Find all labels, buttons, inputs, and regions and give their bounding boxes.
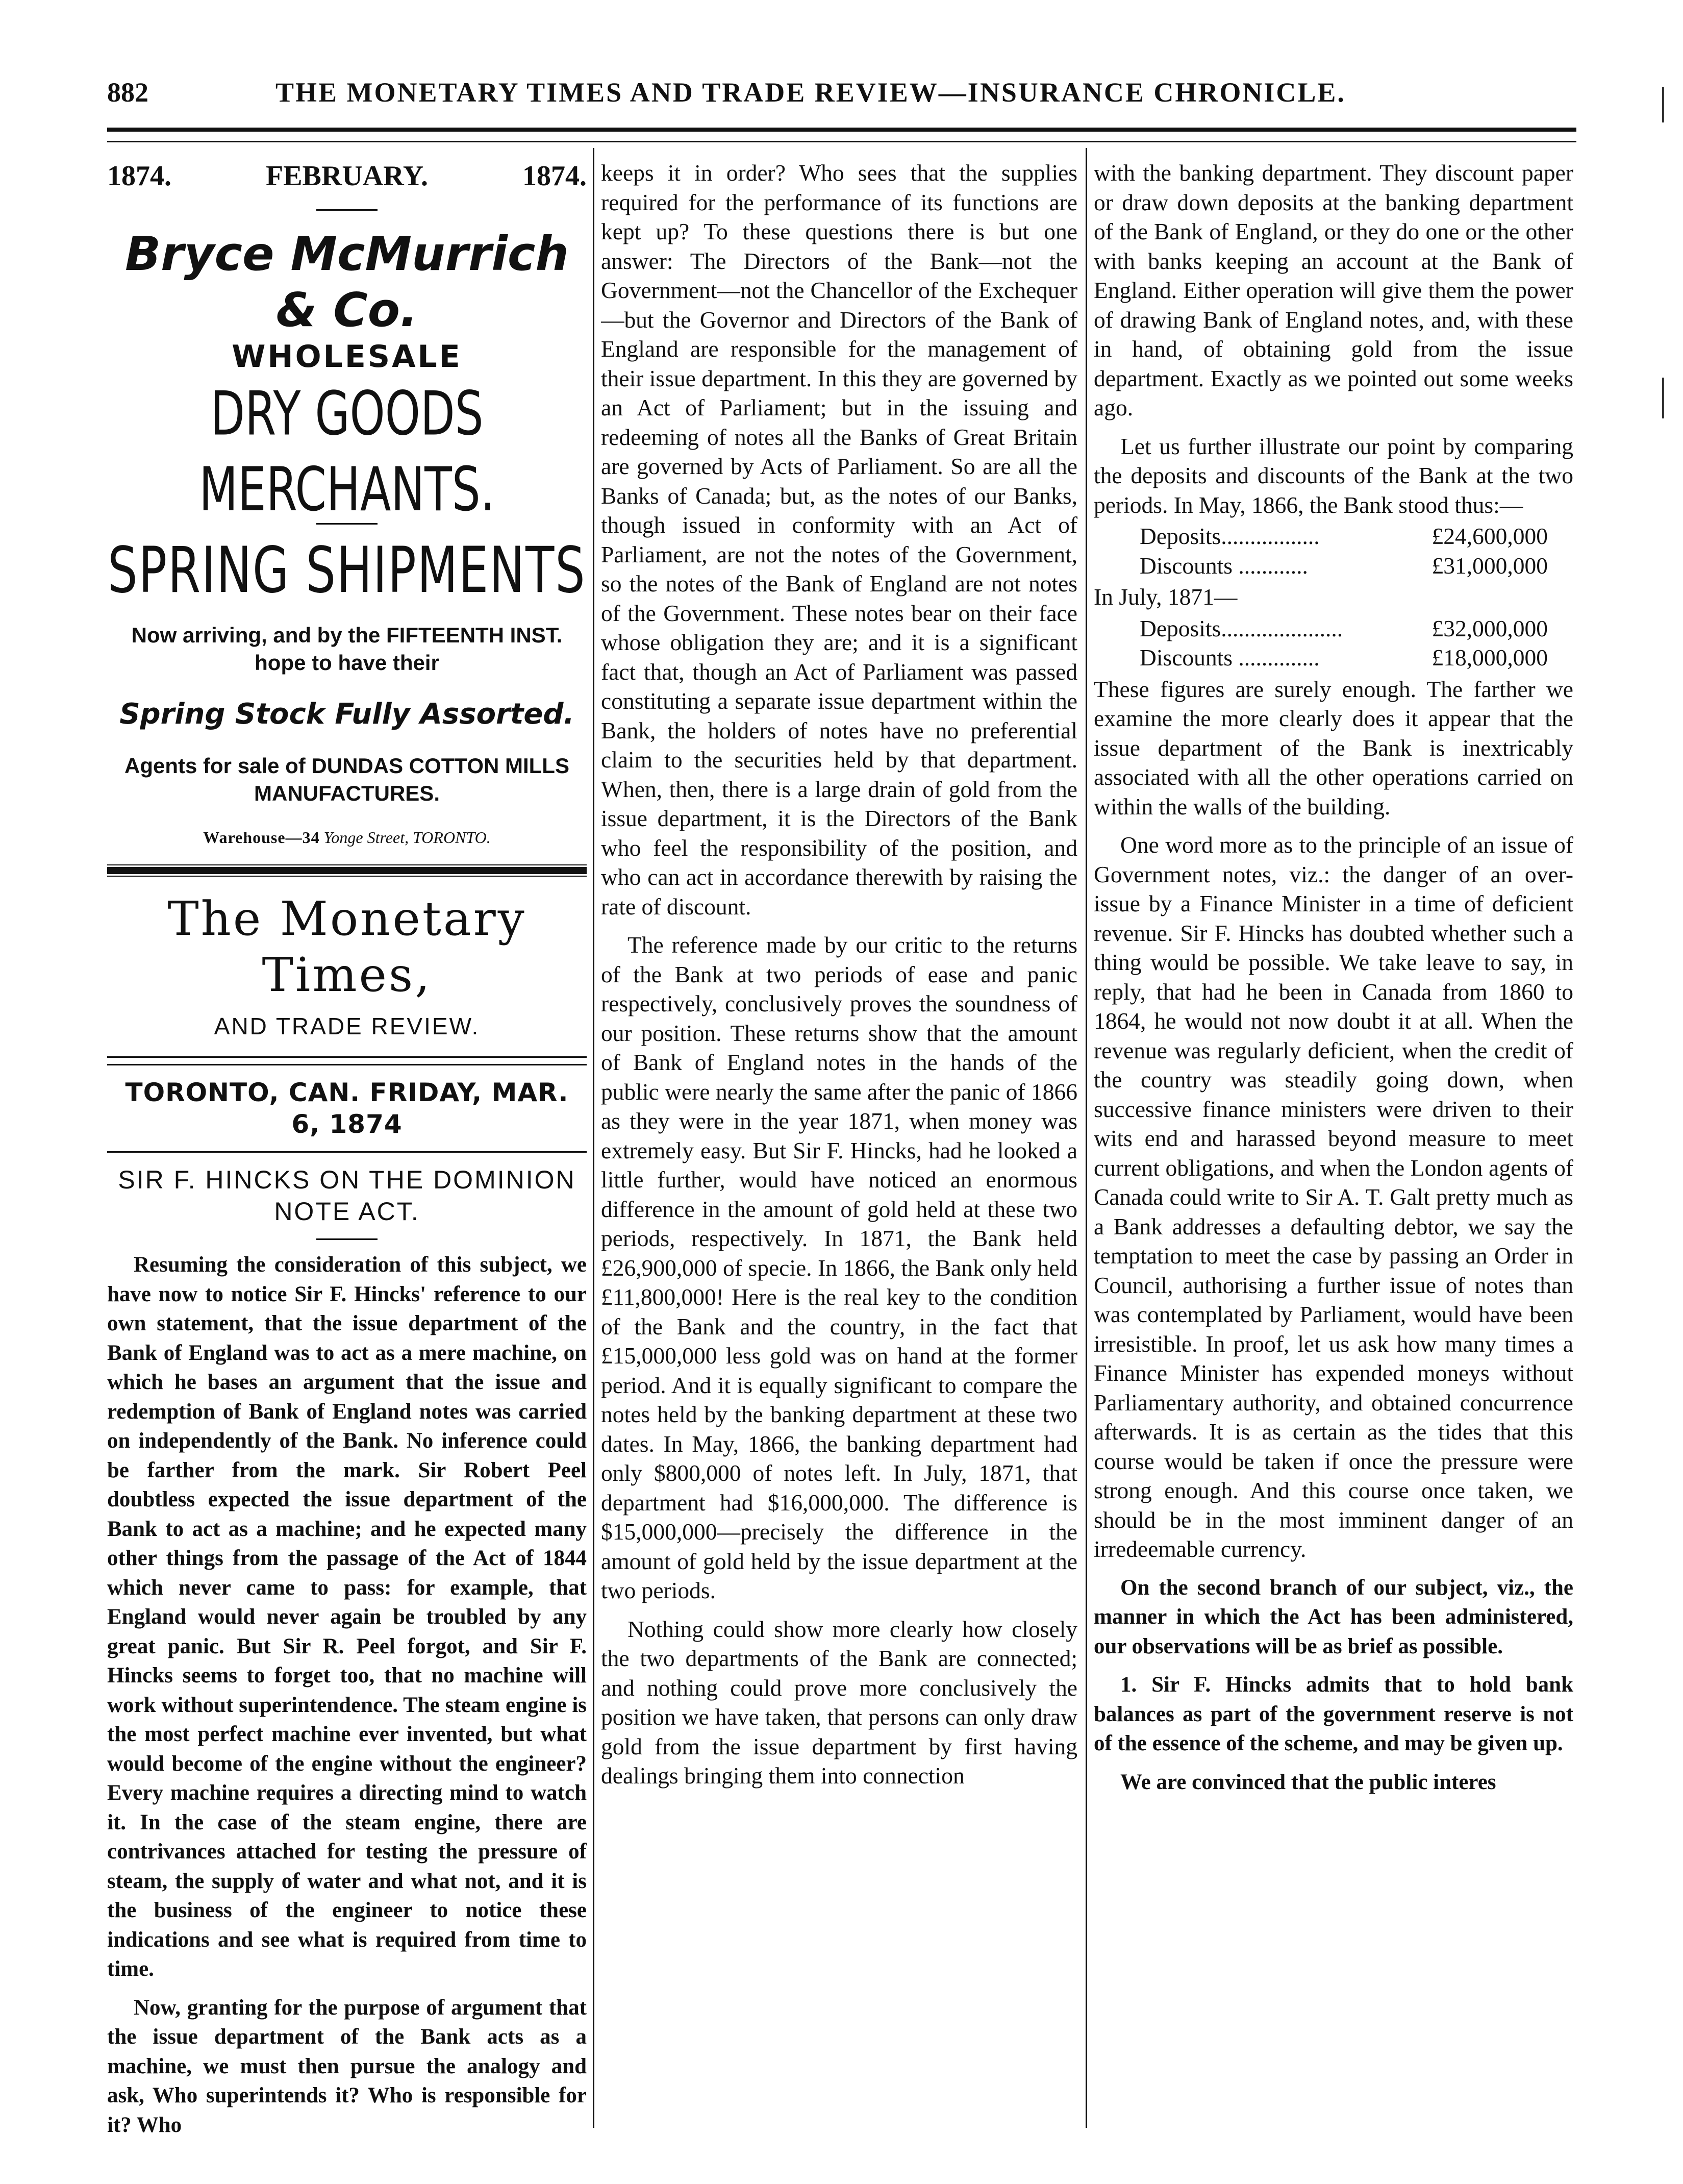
ad-wholesale: WHOLESALE xyxy=(232,339,462,375)
dateline: TORONTO, CAN. FRIDAY, MAR. 6, 1874 xyxy=(125,1078,569,1139)
figure-row xyxy=(1140,522,1573,551)
figure-value: £32,000,000 xyxy=(1431,615,1548,641)
july-label: In July, 1871— xyxy=(1094,584,1238,610)
figure-value: £18,000,000 xyxy=(1431,644,1548,671)
paragraph: One word more as to the principle of an issue of Government notes, viz.: the danger of an over-issue by a Finance Minister in a time of deficient revenue. Sir F. Hincks has doubted whether such a thing would be possible. We take leave to say, in reply, that had he been in Canada from 1860 to 1864, he would not now doubt it at all. When the revenue was regularly deficient, when the credit of the country was steadily going down, when successive finance ministers were driven to their wits end and harassed beyond measure to meet current obligations, and when the London agents of Canada could write to Sir A. T. Galt pretty much as a Bank addresses a defaulting debtor, we say the temptation to meet the case by passing an Order in Council, authorising a further issue of notes than was contemplated by Parliament, would have been irresistible. In proof, let us ask how many times a Finance Minister has expended moneys without Parliamentary authority, and obtained concurrence afterwards. It is as certain as the tides that this course would be taken if once the pressure were strong enough. And this course once taken, we should be in the most imminent danger of an irredeemable currency. xyxy=(1094,832,1573,1562)
paragraph: The reference made by our critic to the returns of the Bank at two periods of ease and panic respectively, conclusively proves the soundness of our position. These returns show that the amount of Bank of England notes in the hands of the public were nearly the same after the panic of 1866 as they were in the year 1871, when money was extremely easy. But Sir F. Hincks, had he looked a little further, would have noticed an enormous difference in the amount of gold held at these two periods, respectively. In 1871, the Bank held £26,900,000 of specie. In 1866, the Bank only held £11,800,000! Here is the real key to the condition of the Bank and the country, in the fact that £15,000,000 less gold was on hand at the former period. And it is equally significant to compare the notes held by the banking department at these two dates. In May, 1866, the banking department had only $800,000 of notes left. In July, 1871, that department had $16,000,000. The difference is $15,000,000—precisely the difference in the amount of gold held by the issue department at the two periods. xyxy=(601,932,1077,1603)
figure-label: Deposits................. xyxy=(1140,523,1320,549)
advertisement xyxy=(107,158,587,850)
paragraph: Let us further illustrate our point by comparing the deposits and discounts of the Bank at the two periods. In May, 1866, the Bank stood thus:— xyxy=(1094,433,1573,518)
figures-1866 xyxy=(1140,522,1573,580)
dateline-rule xyxy=(107,1151,587,1153)
masthead-rule xyxy=(107,1056,587,1065)
figure-label: Discounts .............. xyxy=(1140,644,1320,671)
page-number: 882 xyxy=(107,77,148,108)
ad-arriving-text: Now arriving, and by the FIFTEENTH INST. hope to have their xyxy=(131,623,563,675)
margin-mark xyxy=(1662,378,1664,418)
ornament-rule xyxy=(107,865,587,876)
masthead-subtitle: AND TRADE REVIEW. xyxy=(214,1013,480,1039)
paragraph: We are convinced that the public interes xyxy=(1120,1770,1496,1794)
margin-mark xyxy=(1662,87,1664,122)
page-header xyxy=(107,77,1576,117)
article-title: SIR F. HINCKS ON THE DOMINION NOTE ACT. xyxy=(118,1165,576,1226)
column-2 xyxy=(601,158,1077,2097)
figure-label: Discounts ............ xyxy=(1140,552,1308,579)
paragraph: Now, granting for the purpose of argument that the issue department of the Bank acts as a machine, we must then pursue the analogy and ask, Who superintends it? Who is responsible for it? Who xyxy=(107,1995,587,2137)
column-1 xyxy=(107,158,587,2140)
ad-warehouse-street: Yonge Street, TORONTO. xyxy=(323,828,491,847)
ad-month: FEBRUARY. xyxy=(265,160,428,192)
ad-warehouse-label: Warehouse—34 xyxy=(203,828,320,847)
ad-agents-text: Agents for sale of DUNDAS COTTON MILLS MANUFACTURES. xyxy=(124,754,569,805)
figure-value: £24,600,000 xyxy=(1431,523,1548,549)
figures-1871 xyxy=(1140,614,1573,673)
paragraph: 1. Sir F. Hincks admits that to hold bank balances as part of the government reserve is not of the essence of the scheme, and may be given up. xyxy=(1094,1673,1573,1755)
ad-year-right: 1874. xyxy=(522,160,587,192)
paragraph: Resuming the consideration of this subject, we have now to notice Sir F. Hincks' reference to our own statement, that the issue department of the Bank of England was to act as a mere machine, on which he bases an argument that the issue and redemption of Bank of England notes was carried on independently of the Bank. No inference could be farther from the mark. Sir Robert Peel doubtless expected the issue department of the Bank to act as a machine; and he expected many other things from the passage of the Act of 1844 which never came to pass: for example, that England would never again be troubled by any great panic. But Sir R. Peel forgot, and Sir F. Hincks seems to forget too, that no machine will work without superintendence. The steam engine is the most perfect machine ever invented, but what would become of the engine without the engineer? Every machine requires a directing mind to watch it. In the case of the steam engine, there are contrivances attached for testing the pressure of steam, the supply of water and what not, and it is the business of the engineer to notice these indications and see what is required from time to time. xyxy=(107,1253,587,1981)
figure-row xyxy=(1140,643,1573,673)
header-rule xyxy=(107,128,1576,142)
ad-date-line xyxy=(107,158,587,194)
ad-divider xyxy=(316,209,378,211)
article-body-col1 xyxy=(107,1250,587,2140)
paragraph: These figures are surely enough. The farther we examine the more clearly does it appear that the issue department of the Bank is inextricably associated with all the other operations carried on within the walls of the building. xyxy=(1094,676,1573,820)
paragraph: Nothing could show more clearly how closely the two departments of the Bank are connected; and nothing could prove more conclusively the position we have taken, that persons can only draw gold from the issue department by first having dealings bringing them into connection xyxy=(601,1616,1077,1789)
masthead-title: The Monetary Times, xyxy=(167,891,526,1002)
paragraph: with the banking department. They discount paper or draw down deposits at the banking department of the Bank of England, or they do one or the other with banks keeping an account at the Bank of England. Either operation will give them the power of drawing Bank of England notes, and, with these in hand, of obtaining gold from the issue department. Exactly as we pointed out some weeks ago. xyxy=(1094,160,1573,420)
paragraph: On the second branch of our subject, viz., the manner in which the Act has been administered, our observations will be as brief as possible. xyxy=(1094,1575,1573,1658)
ad-assorted-text: Spring Stock Fully Assorted. xyxy=(119,698,574,731)
column-rule-2 xyxy=(1086,148,1087,2128)
column-rule-1 xyxy=(593,148,594,2128)
ad-warehouse-address xyxy=(107,825,587,850)
ad-headline: SPRING SHIPMENTS xyxy=(108,533,586,607)
title-divider xyxy=(316,1238,378,1240)
ad-year-left: 1874. xyxy=(107,160,171,192)
running-title: THE MONETARY TIMES AND TRADE REVIEW—INSURANCE CHRONICLE. xyxy=(275,77,1346,108)
column-3 xyxy=(1094,158,1573,2097)
figure-row xyxy=(1140,614,1573,643)
figure-value: £31,000,000 xyxy=(1431,552,1548,579)
figure-row xyxy=(1140,551,1573,581)
ad-dry-goods-merchants: DRY GOODS MERCHANTS. xyxy=(199,378,495,525)
paragraph: keeps it in order? Who sees that the supplies required for the performance of its functions are kept up? To these questions there is but one answer: The Directors of the Bank—not the Government—not the Chancellor of the Exchequer—but the Governor and Directors of the Bank of England are responsible for the management of their issue department. In this they are governed by an Act of Parliament; but in the issuing and redeeming of notes all the Banks of Great Britain are governed by Acts of Parliament. So are all the Banks of Canada; but, as the notes of our Banks, though issued in conformity with an Act of Parliament, are not the notes of the Government, so the notes of the Bank of England are not notes of the Government. These notes bear on their face whose obligation they are; and it is a significant fact that, though an Act of Parliament was passed constituting a separate issue department within the Bank, the holders of notes have no preferential claim to the securities held by that department. When, then, there is a large drain of gold from the issue department, it is the Directors of the Bank who feel the responsibility of the position, and who can act in accordance therewith by raising the rate of discount. xyxy=(601,160,1077,920)
ad-firm-name: Bryce McMurrich & Co. xyxy=(125,227,569,337)
figure-label: Deposits..................... xyxy=(1140,615,1343,641)
